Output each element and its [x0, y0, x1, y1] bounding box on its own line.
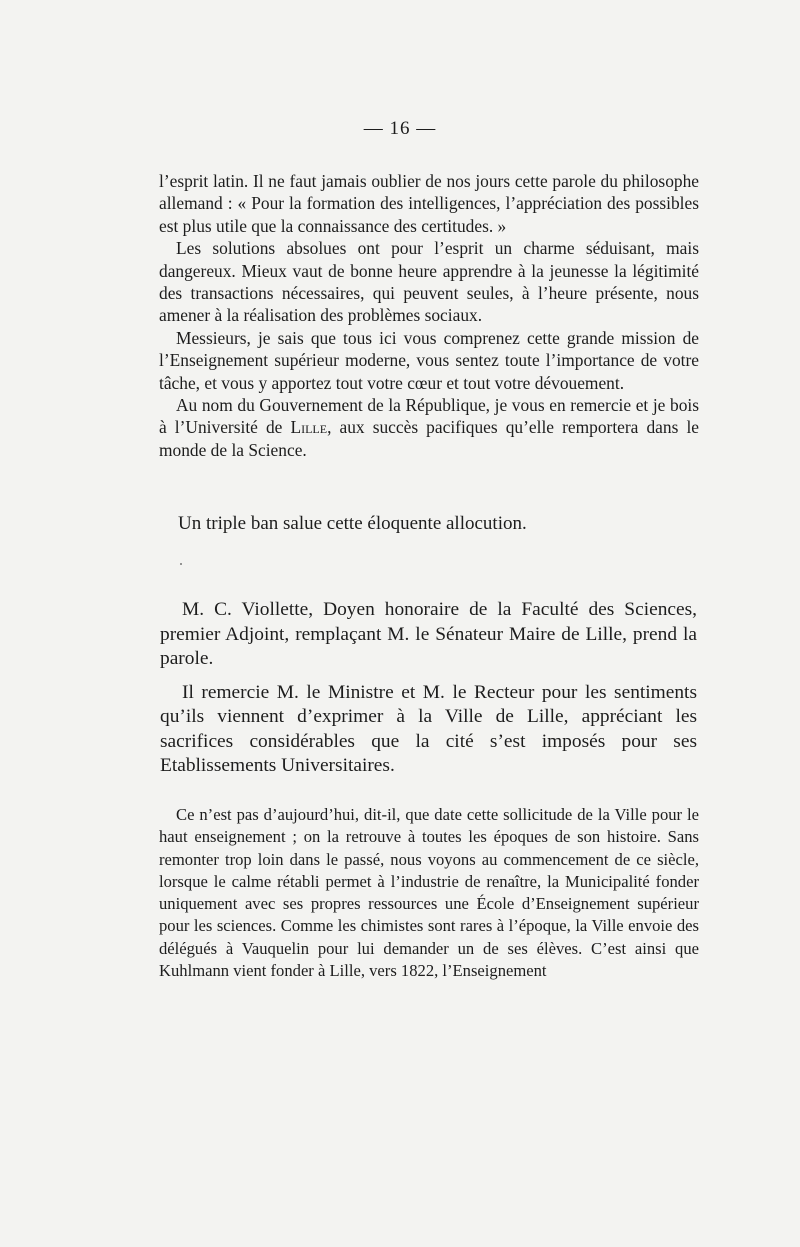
page-number: — 16 —	[363, 118, 437, 139]
toast-text-end: , aux succès pacifiques qu’elle remportera dans le monde de la Science.	[159, 417, 699, 460]
toast-text-start: Au nom du Gouvernement de la République, je vous en remercie et je bois à l’Université de	[159, 395, 699, 438]
toast-city-name: Lille	[290, 417, 328, 438]
paragraph-thanks: Il remercie M. le Ministre et M. le Recteur pour les sentiments qu’ils viennent d’exprimer à la Ville de Lille, appréciant les sacrifices considérables que la cité s’est imposés pour ses Etablissements Universitaires.	[160, 681, 697, 776]
paragraph-latin-spirit: l’esprit latin. Il ne faut jamais oublier de nos jours cette parole du philosophe allemand : « Pour la formation des intelligences, l’appréciation des possibles est plus utile que la connaissance des certitudes. »	[159, 171, 699, 236]
paragraph-absolute-solutions: Les solutions absolues ont pour l’esprit un charme séduisant, mais dangereux. Mieux vaut de bonne heure apprendre à la jeunesse la légitimité des transactions nécessaires, qui peuvent seules, à l’heure présente, nous amener à la réalisation des problèmes sociaux.	[159, 238, 699, 326]
speech-text	[159, 170, 699, 461]
viollette-speech	[159, 804, 699, 982]
paragraph-city-solicitude: Ce n’est pas d’aujourd’hui, dit-il, que date cette sollicitude de la Ville pour le haut enseignement ; on la retrouve à toutes les époques de son histoire. Sans remonter trop loin dans le passé, nous voyons au commencement de ce siècle, lorsque le calme rétabli permet à l’industrie de renaître, la Municipalité fonder uniquement avec ses propres ressources une École d’Enseignement supérieur pour les sciences. Comme les chimistes sont rares à l’époque, la Ville envoie des délégués à Vauquelin pour lui demander un de ses élèves. C’est ainsi que Kuhlmann vient fonder à Lille, vers 1822, l’Enseignement	[159, 805, 699, 981]
applause-line: Un triple ban salue cette éloquente allocution.	[178, 513, 527, 534]
paragraph-viollette-speaks: M. C. Viollette, Doyen honoraire de la Faculté des Sciences, premier Adjoint, remplaçant M. le Sénateur Maire de Lille, prend la parole.	[160, 599, 697, 669]
ink-speck	[180, 563, 182, 565]
viollette-introduction	[160, 598, 697, 779]
paragraph-toast	[159, 394, 699, 461]
paragraph-messieurs: Messieurs, je sais que tous ici vous comprenez cette grande mission de l’Enseignement supérieur moderne, vous sentez toute l’importance de votre tâche, et vous y apportez tout votre cœur et tout votre dévouement.	[159, 327, 699, 393]
